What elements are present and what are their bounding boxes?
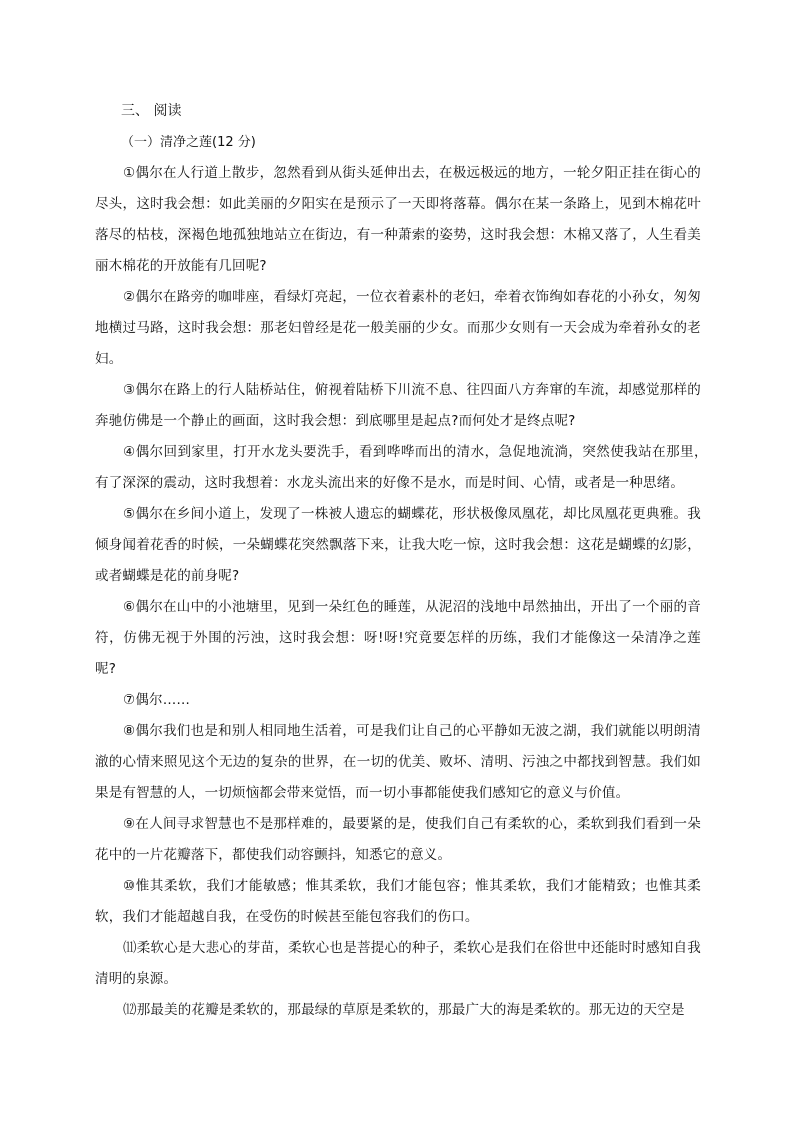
paragraph-9: ⑨在人间寻求智慧也不是那样难的，最要紧的是，使我们自己有柔软的心，柔软到我们看到一朵花中的一片花瓣落下，都使我们动容颤抖，知悉它的意义。	[95, 816, 701, 863]
paragraph-6: ⑥偶尔在山中的小池塘里，见到一朵红色的睡莲，从泥沼的浅地中昂然抽出，开出了一个丽的音符，仿佛无视于外围的污浊，这时我会想：呀!呀!究竟要怎样的历练，我们才能像这一朵清净之莲呢?	[95, 599, 701, 677]
section-heading: 三、 阅读	[121, 103, 182, 119]
passage-title: （一）清净之莲(12 分)	[121, 135, 256, 150]
paragraph-7: ⑦偶尔……	[123, 692, 191, 708]
paragraph-5: ⑤偶尔在乡间小道上，发现了一株被人遗忘的蝴蝶花，形状极像凤凰花，却比凤凰花更典雅。我倾身闻着花香的时候，一朵蝴蝶花突然飘落下来，让我大吃一惊，这时我会想：这花是蝴蝶的幻影，或者蝴蝶是花的前身呢?	[95, 506, 701, 584]
paragraph-2: ②偶尔在路旁的咖啡座，看绿灯亮起，一位衣着素朴的老妇，牵着衣饰绚如春花的小孙女，匆匆地横过马路，这时我会想：那老妇曾经是花一般美丽的少女。而那少女则有一天会成为牵着孙女的老妇。	[95, 289, 701, 367]
paragraph-11: ⑾柔软心是大悲心的芽苗，柔软心也是菩提心的种子，柔软心是我们在俗世中还能时时感知自我清明的泉源。	[95, 940, 701, 987]
paragraph-4: ④偶尔回到家里，打开水龙头要洗手，看到哗哗而出的清水，急促地流淌，突然使我站在那里， 有了深深的震动，这时我想着：水龙头流出来的好像不是水，而是时间、心情，或者是一种思绪。	[95, 444, 729, 491]
paragraph-8: ⑧偶尔我们也是和别人相同地生活着，可是我们让自己的心平静如无波之湖，我们就能以明朗清澈的心情来照见这个无边的复杂的世界，在一切的优美、败坏、清明、污浊之中都找到智慧。我们如果是有智慧的人，一切烦恼都会带来觉悟，而一切小事都能使我们感知它的意义与价值。	[95, 723, 701, 801]
paragraph-3: ③偶尔在路上的行人陆桥站住，俯视着陆桥下川流不息、往四面八方奔窜的车流，却感觉那样的奔驰仿佛是一个静止的画面，这时我会想：到底哪里是起点?而何处才是终点呢?	[95, 382, 701, 429]
paragraph-10: ⑩惟其柔软，我们才能敏感；惟其柔软，我们才能包容；惟其柔软，我们才能精致；也惟其柔软，我们才能超越自我，在受伤的时候甚至能包容我们的伤口。	[95, 878, 701, 925]
paragraph-1: ①偶尔在人行道上散步，忽然看到从街头延伸出去，在极远极远的地方，一轮夕阳正挂在街心的尽头，这时我会想：如此美丽的夕阳实在是预示了一天即将落幕。偶尔在某一条路上，见到木棉花叶落尽的枯枝，深褐色地孤独地站立在街边，有一种萧索的姿势，这时我会想：木棉又落了，人生看美丽木棉花的开放能有几回呢?	[95, 165, 701, 274]
reading-section	[95, 96, 729, 1026]
paragraph-12: ⑿那最美的花瓣是柔软的，那最绿的草原是柔软的，那最广大的海是柔软的。那无边的天空是	[123, 1002, 685, 1018]
